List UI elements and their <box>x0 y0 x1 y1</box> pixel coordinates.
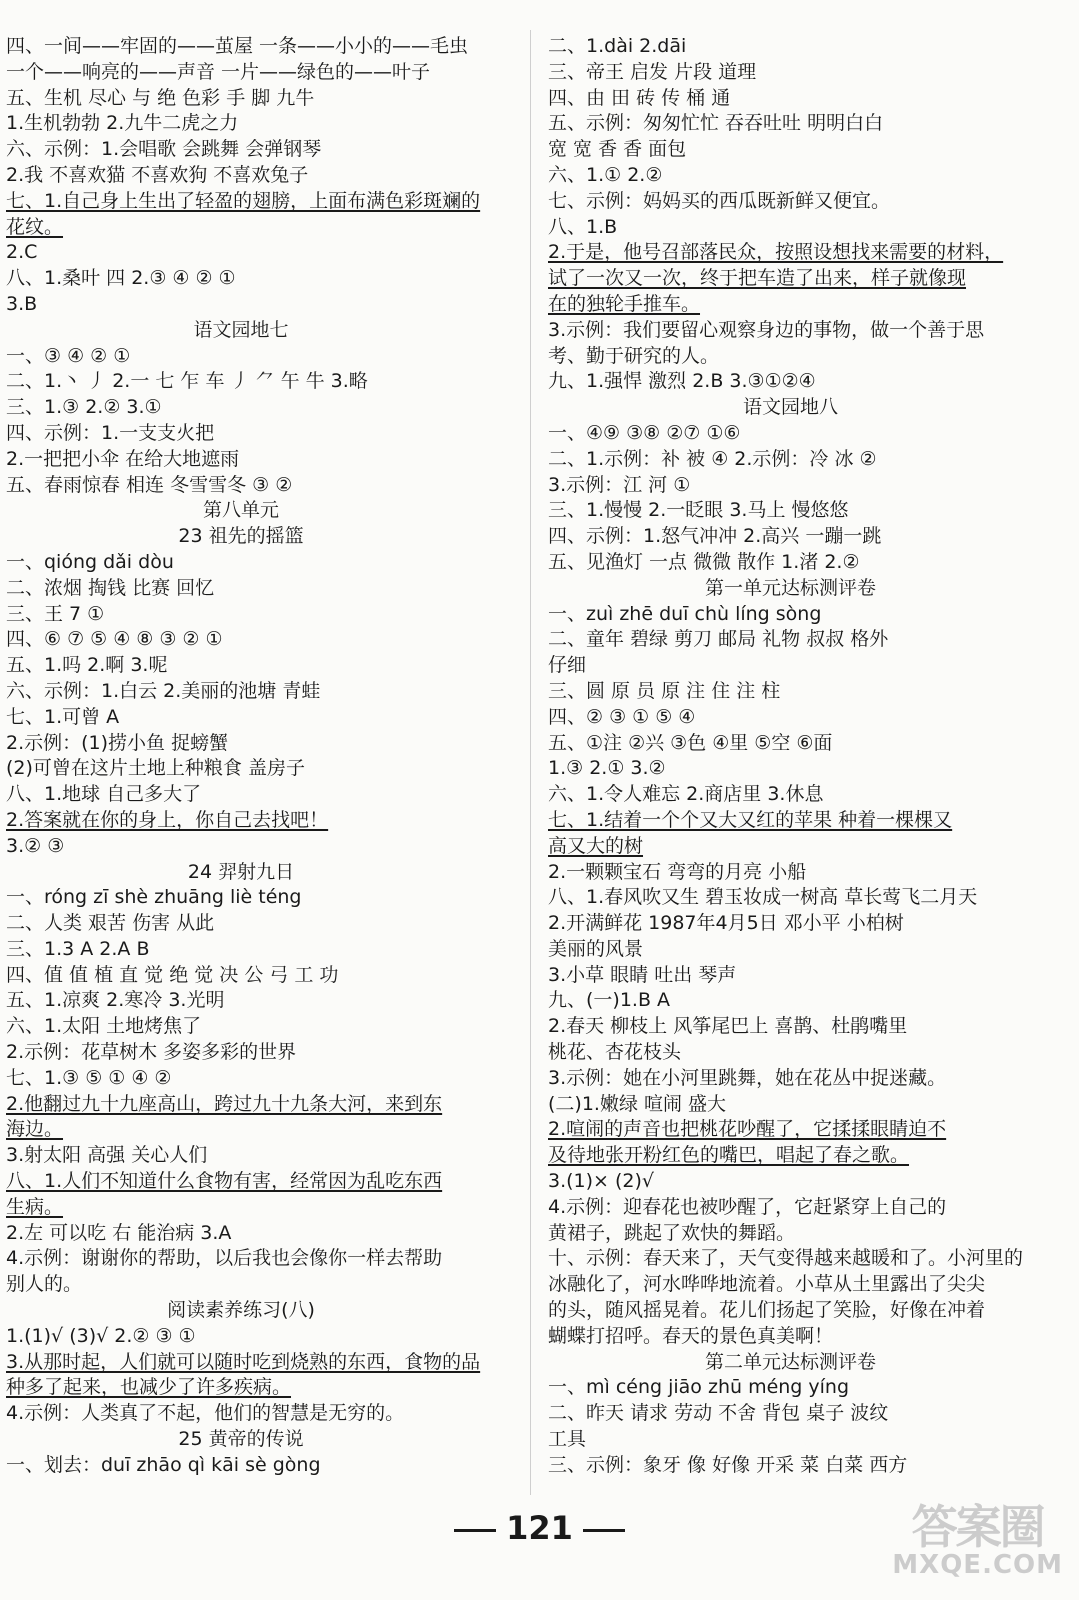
answer-line: 一、mì céng jiāo zhū méng yíng <box>548 1376 850 1399</box>
section-heading <box>548 395 1073 421</box>
answer-line: 八、1.B <box>548 215 618 238</box>
answer-line: 2.答案就在你的身上，你自己去找吧！ <box>6 808 329 831</box>
answer-line: 十、示例：春天来了，天气变得越来越暖和了。小河里的 <box>548 1247 1024 1270</box>
answer-line: 一个——响亮的——声音 一片——绿色的——叶子 <box>6 60 431 83</box>
section-heading-text: 第一单元达标测评卷 <box>704 576 876 599</box>
section-heading-text: 第二单元达标测评卷 <box>704 1350 876 1373</box>
answer-line: 五、见渔灯 一点 微微 散作 1.渚 2.② <box>548 550 860 573</box>
watermark-url: MXQE.COM <box>892 1550 1063 1580</box>
answer-line: 1.(1)√ (3)√ 2.② ③ ① <box>6 1324 196 1347</box>
answer-line: 九、(一)1.B A <box>548 989 671 1012</box>
answer-line: 3.示例：江 河 ① <box>548 473 691 496</box>
answer-line: 3.B <box>6 292 38 315</box>
answer-line: 五、1.吗 2.啊 3.呢 <box>6 654 168 677</box>
answer-line: 六、示例：1.会唱歌 会跳舞 会弹钢琴 <box>6 138 322 161</box>
answer-line: 蝴蝶打招呼。春天的景色真美啊！ <box>548 1324 834 1347</box>
answer-line: 工具 <box>548 1428 587 1451</box>
answer-line: 生病。 <box>6 1195 64 1218</box>
answer-line: 1.③ 2.① 3.② <box>548 757 666 780</box>
answer-line: 2.左 可以吃 右 能治病 3.A <box>6 1221 232 1244</box>
answer-line: 2.一颗颗宝石 弯弯的月亮 小船 <box>548 860 807 883</box>
answer-line: 仔细 <box>548 654 587 677</box>
answer-column-right <box>548 34 1073 1479</box>
answer-line: 二、童年 碧绿 剪刀 邮局 礼物 叔叔 格外 <box>548 628 889 651</box>
answer-line: 海边。 <box>6 1118 64 1141</box>
answer-line: 3.示例：她在小河里跳舞，她在花丛中捉迷藏。 <box>548 1066 947 1089</box>
section-heading <box>548 576 1073 602</box>
answer-line: 八、1.春风吹又生 碧玉妆成一树高 草长莺飞二月天 <box>548 886 978 909</box>
answer-line: 三、圆 原 员 原 注 住 注 柱 <box>548 679 781 702</box>
answer-line: 三、1.③ 2.② 3.① <box>6 396 162 419</box>
answer-line: 试了一次又一次，终于把车造了出来，样子就像现 <box>548 267 967 290</box>
answer-line: 种多了起来，也减少了许多疾病。 <box>6 1376 292 1399</box>
answer-line: 三、1.3 A 2.A B <box>6 937 150 960</box>
answer-line: 一、③ ④ ② ① <box>6 344 131 367</box>
section-heading <box>6 318 516 344</box>
answer-line: 三、1.慢慢 2.一眨眼 3.马上 慢悠悠 <box>548 499 849 522</box>
answer-line: 2.示例：花草树木 多姿多彩的世界 <box>6 1041 297 1064</box>
answer-line: 2.我 不喜欢猫 不喜欢狗 不喜欢兔子 <box>6 163 309 186</box>
answer-line: 宽 宽 香 香 面包 <box>548 138 687 161</box>
answer-line: 四、示例：1.一支支火把 <box>6 421 215 444</box>
answer-line: 在的独轮手推车。 <box>548 292 701 315</box>
answer-line: 及待地张开粉红色的嘴巴，唱起了春之歌。 <box>548 1144 910 1167</box>
answer-line: 2.示例：(1)捞小鱼 捉螃蟹 <box>6 731 229 754</box>
answer-line: 3.从那时起，人们就可以随时吃到烧熟的东西，食物的品 <box>6 1350 481 1373</box>
answer-column-left <box>6 34 516 1479</box>
answer-line: 别人的。 <box>6 1273 83 1296</box>
answer-line: 2.春天 柳枝上 风筝尾巴上 喜鹊、杜鹃嘴里 <box>548 1015 908 1038</box>
answer-line: 二、浓烟 掏钱 比赛 回忆 <box>6 576 215 599</box>
answer-line: 五、示例：匆匆忙忙 吞吞吐吐 明明白白 <box>548 112 884 135</box>
answer-line: 四、⑥ ⑦ ⑤ ④ ⑧ ③ ② ① <box>6 628 223 651</box>
answer-line: 2.喧闹的声音也把桃花吵醒了，它揉揉眼睛迫不 <box>548 1118 947 1141</box>
section-heading-text: 语文园地八 <box>742 396 838 419</box>
answer-line: 2.开满鲜花 1987年4月5日 邓小平 小柏树 <box>548 912 904 935</box>
answer-line: 2.一把把小伞 在给大地遮雨 <box>6 447 240 470</box>
answer-line: 四、值 值 植 直 觉 绝 觉 决 公 弓 工 功 <box>6 963 339 986</box>
answer-line: 六、示例：1.白云 2.美丽的池塘 青蛙 <box>6 679 321 702</box>
section-heading <box>6 1298 516 1324</box>
answer-line: 黄裙子，跳起了欢快的舞蹈。 <box>548 1221 796 1244</box>
answer-line: 2.于是，他号召部落民众，按照设想找来需要的材料， <box>548 241 1004 264</box>
answer-line: 七、示例：妈妈买的西瓜既新鲜又便宜。 <box>548 189 891 212</box>
answer-line: 4.示例：谢谢你的帮助，以后我也会像你一样去帮助 <box>6 1247 443 1270</box>
answer-line: 七、1.自己身上生出了轻盈的翅膀，上面布满色彩斑斓的 <box>6 189 481 212</box>
answer-line: 八、1.人们不知道什么食物有害，经常因为乱吃东西 <box>6 1170 443 1193</box>
answer-line: (二)1.嫩绿 喧闹 盛大 <box>548 1092 727 1115</box>
answer-line: 七、1.结着一个个又大又红的苹果 种着一棵棵又 <box>548 808 953 831</box>
answer-line: 一、④⑨ ③⑧ ②⑦ ①⑥ <box>548 421 741 444</box>
watermark-title: 答案圈 <box>911 1500 1044 1554</box>
answer-line: 一、划去：duī zhāo qì kāi sè gòng <box>6 1453 321 1476</box>
section-heading-text: 语文园地七 <box>193 318 289 341</box>
answer-line: 三、示例：象牙 像 好像 开采 菜 白菜 西方 <box>548 1453 908 1476</box>
answer-line: 花纹。 <box>6 215 64 238</box>
answer-line: 九、1.强悍 激烈 2.B 3.③①②④ <box>548 370 816 393</box>
section-heading <box>6 498 516 524</box>
answer-line: 三、王 7 ① <box>6 602 105 625</box>
answer-line: 高又大的树 <box>548 834 644 857</box>
answer-line: 七、1.③ ⑤ ① ④ ② <box>6 1066 172 1089</box>
answer-line: 考、勤于研究的人。 <box>548 344 720 367</box>
answer-line: 2.C <box>6 241 38 264</box>
answer-line: 3.示例：我们要留心观察身边的事物，做一个善于思 <box>548 318 985 341</box>
answer-line: 五、生机 尽心 与 绝 色彩 手 脚 九牛 <box>6 86 315 109</box>
answer-line: 二、昨天 请求 劳动 不舍 背包 桌子 波纹 <box>548 1402 889 1425</box>
section-heading <box>6 860 516 886</box>
answer-line: 4.示例：迎春花也被吵醒了，它赶紧穿上自己的 <box>548 1195 947 1218</box>
answer-line: 六、1.① 2.② <box>548 163 663 186</box>
answer-line: 二、1.示例：补 被 ④ 2.示例：冷 冰 ② <box>548 447 877 470</box>
answer-line: 二、1.丶 丿 2.一 七 乍 车 丿 ⺈ 午 牛 3.略 <box>6 370 368 393</box>
answer-line: 四、② ③ ① ⑤ ④ <box>548 705 696 728</box>
answer-line: (2)可曾在这片土地上种粮食 盖房子 <box>6 757 305 780</box>
page-number-dash-left <box>454 1529 496 1532</box>
answer-line: 3.小草 眼睛 吐出 琴声 <box>548 963 737 986</box>
answer-line: 一、róng zī shè zhuāng liè téng <box>6 886 302 909</box>
answer-line: 一、qióng dǎi dòu <box>6 550 174 573</box>
answer-line: 冰融化了，河水哗哗地流着。小草从土里露出了尖尖 <box>548 1273 986 1296</box>
answer-line: 3.射太阳 高强 关心人们 <box>6 1144 208 1167</box>
answer-line: 四、一间——牢固的——茧屋 一条——小小的——毛虫 <box>6 35 469 57</box>
section-heading-text: 第八单元 <box>202 499 279 522</box>
section-heading-text: 24 羿射九日 <box>187 860 295 883</box>
section-heading <box>6 524 516 550</box>
answer-line: 五、1.凉爽 2.寒冷 3.光明 <box>6 989 225 1012</box>
answer-line: 六、1.令人难忘 2.商店里 3.休息 <box>548 783 824 806</box>
section-heading-text: 23 祖先的摇篮 <box>178 525 304 548</box>
watermark-logo <box>892 1500 1063 1580</box>
answer-line: 2.他翻过九十九座高山，跨过九十九条大河，来到东 <box>6 1092 443 1115</box>
column-divider <box>530 30 531 1495</box>
answer-line: 3.② ③ <box>6 834 65 857</box>
answer-line: 五、①注 ②兴 ③色 ④里 ⑤空 ⑥面 <box>548 731 833 754</box>
section-heading-text: 阅读素养练习(八) <box>167 1299 315 1322</box>
section-heading <box>548 1350 1073 1376</box>
answer-line: 1.生机勃勃 2.九牛二虎之力 <box>6 112 239 135</box>
page-number-dash-right <box>583 1529 625 1532</box>
answer-line: 八、1.桑叶 四 2.③ ④ ② ① <box>6 267 236 290</box>
page-number-text: 121 <box>506 1509 573 1547</box>
answer-line: 七、1.可曾 A <box>6 705 120 728</box>
answer-line: 八、1.地球 自己多大了 <box>6 783 202 806</box>
answer-line: 五、春雨惊春 相连 冬雪雪冬 ③ ② <box>6 473 293 496</box>
answer-line: 的头，随风摇晃着。花儿们扬起了笑脸，好像在冲着 <box>548 1299 986 1322</box>
answer-line: 桃花、杏花枝头 <box>548 1041 682 1064</box>
answer-line: 六、1.太阳 土地烤焦了 <box>6 1015 202 1038</box>
answer-line: 四、示例：1.怒气冲冲 2.高兴 一蹦一跳 <box>548 525 882 548</box>
section-heading <box>6 1427 516 1453</box>
answer-line: 三、帝王 启发 片段 道理 <box>548 60 757 83</box>
answer-line: 3.(1)× (2)√ <box>548 1170 655 1193</box>
answer-line: 一、zuì zhē duī chù líng sòng <box>548 602 822 625</box>
answer-line: 二、1.dài 2.dāi <box>548 35 687 57</box>
answer-line: 4.示例：人类真了不起，他们的智慧是无穷的。 <box>6 1402 405 1425</box>
answer-line: 美丽的风景 <box>548 937 644 960</box>
section-heading-text: 25 黄帝的传说 <box>178 1428 304 1451</box>
answer-line: 四、由 田 砖 传 桶 通 <box>548 86 731 109</box>
answer-line: 二、人类 艰苦 伤害 从此 <box>6 912 215 935</box>
